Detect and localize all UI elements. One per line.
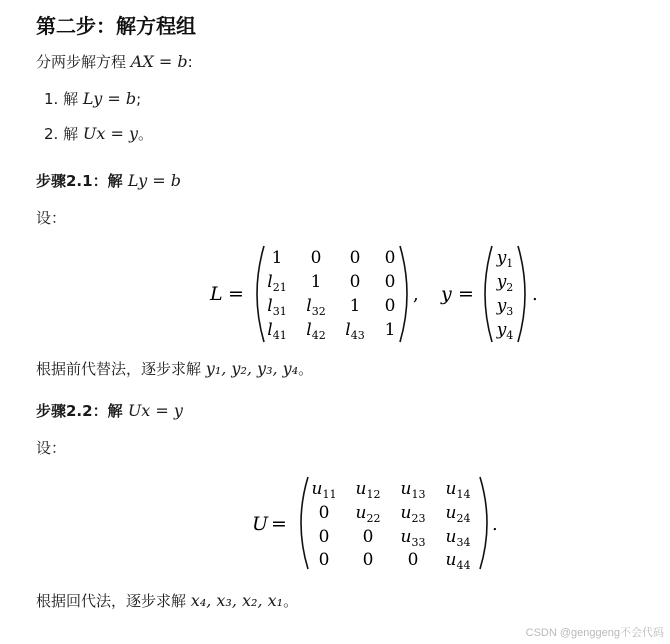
matrix-U-entry: $u_{22}$	[355, 503, 381, 525]
list-pre: 解	[63, 90, 79, 108]
step22-result-vars: x₄, x₃, x₂, x₁	[190, 591, 284, 610]
watermark: CSDN @genggeng不会代码	[525, 627, 664, 639]
matrix-L-entry: 0	[384, 272, 396, 292]
y-symbol: y	[441, 283, 452, 305]
separator-comma: ,	[413, 284, 419, 305]
matrix-U-entry: $u_{33}$	[400, 527, 426, 549]
left-paren	[485, 246, 492, 342]
step22-equation: Ux = y	[127, 401, 183, 420]
list-equation: Ux = y	[82, 124, 139, 143]
step22-heading	[36, 400, 183, 422]
intro-equation: AX = b	[130, 52, 188, 71]
step21-let: 设：	[36, 209, 67, 227]
L-symbol: L	[210, 283, 223, 305]
matrix-L-entry: 0	[310, 248, 322, 268]
matrix-U-entry: $u_{13}$	[400, 479, 426, 501]
matrix-U-entry: $u_{44}$	[445, 550, 471, 572]
matrix-U-equation	[36, 473, 636, 577]
matrix-L-entry: $l_{43}$	[345, 320, 365, 342]
left-paren	[301, 477, 308, 569]
matrix-L-entry: 1	[271, 248, 283, 268]
matrix-L-entry: $l_{42}$	[306, 320, 326, 342]
vector-y-entry: $y_1$	[496, 248, 514, 270]
step21-title: 步骤2.1：解	[36, 172, 123, 190]
step21-equation: Ly = b	[127, 171, 182, 190]
step22-title: 步骤2.2：解	[36, 402, 123, 420]
matrix-L-y-equation	[36, 242, 636, 346]
matrix-U-block	[36, 473, 636, 581]
matrix-U-entry: $u_{34}$	[445, 527, 471, 549]
list-pre: 解	[63, 125, 79, 143]
right-paren	[518, 246, 525, 342]
matrix-U-entry: 0	[362, 550, 374, 570]
matrix-L-entry: 0	[384, 248, 396, 268]
left-paren	[257, 246, 264, 342]
matrix-L-entry: 1	[310, 272, 322, 292]
step21-result	[36, 358, 313, 380]
vector-y-entry: $y_2$	[496, 272, 514, 294]
step22-result	[36, 590, 298, 612]
end-period: .	[532, 284, 538, 305]
equals-sign: =	[458, 283, 474, 305]
step21-heading	[36, 170, 181, 192]
matrix-L-entry: $l_{41}$	[267, 320, 287, 342]
step21-result-tail: 。	[298, 360, 314, 378]
list-number: 1.	[44, 90, 59, 108]
section-heading: 第二步：解方程组	[36, 14, 196, 38]
list-item	[44, 88, 141, 110]
step22-result-text: 根据回代法，逐步求解	[36, 592, 187, 610]
intro-paragraph	[36, 51, 193, 73]
step21-result-text: 根据前代替法，逐步求解	[36, 360, 202, 378]
list-item	[44, 123, 153, 145]
matrix-U-entry: 0	[318, 503, 330, 523]
step22-result-tail: 。	[283, 592, 299, 610]
matrix-L-entry: $l_{32}$	[306, 296, 326, 318]
step22-let: 设：	[36, 439, 67, 457]
vector-y-entry: $y_4$	[496, 320, 514, 342]
matrix-L-entry: $l_{31}$	[267, 296, 287, 318]
matrix-U-entry: 0	[362, 527, 374, 547]
matrix-L-block	[36, 242, 636, 350]
matrix-L-entry: $l_{21}$	[267, 272, 287, 294]
matrix-U-entry: $u_{12}$	[355, 479, 381, 501]
matrix-L-entry: 1	[384, 320, 396, 340]
intro-text: 分两步解方程	[36, 53, 127, 71]
right-paren	[400, 246, 407, 342]
vector-y-entry: $y_3$	[496, 296, 514, 318]
equals-sign: =	[228, 283, 244, 305]
matrix-L-entry: 0	[349, 248, 361, 268]
matrix-U-entry: $u_{24}$	[445, 503, 471, 525]
document	[36, 0, 660, 644]
U-symbol: U	[252, 513, 269, 535]
equals-sign: =	[271, 513, 287, 535]
list-equation: Ly = b	[82, 89, 137, 108]
step21-result-vars: y₁, y₂, y₃, y₄	[205, 359, 299, 378]
list-number: 2.	[44, 125, 59, 143]
end-period: .	[492, 514, 498, 535]
matrix-U-entry: $u_{23}$	[400, 503, 426, 525]
matrix-U-entry: 0	[407, 550, 419, 570]
intro-tail: :	[187, 53, 193, 71]
matrix-U-entry: 0	[318, 550, 330, 570]
matrix-L-entry: 1	[349, 296, 361, 316]
matrix-L-entry: 0	[349, 272, 361, 292]
matrix-L-entry: 0	[384, 296, 396, 316]
list-tail: 。	[138, 125, 154, 143]
matrix-U-entry: 0	[318, 527, 330, 547]
list-tail: ;	[136, 90, 142, 108]
matrix-U-entry: $u_{14}$	[445, 479, 471, 501]
matrix-U-entry: $u_{11}$	[311, 479, 337, 501]
right-paren	[480, 477, 487, 569]
